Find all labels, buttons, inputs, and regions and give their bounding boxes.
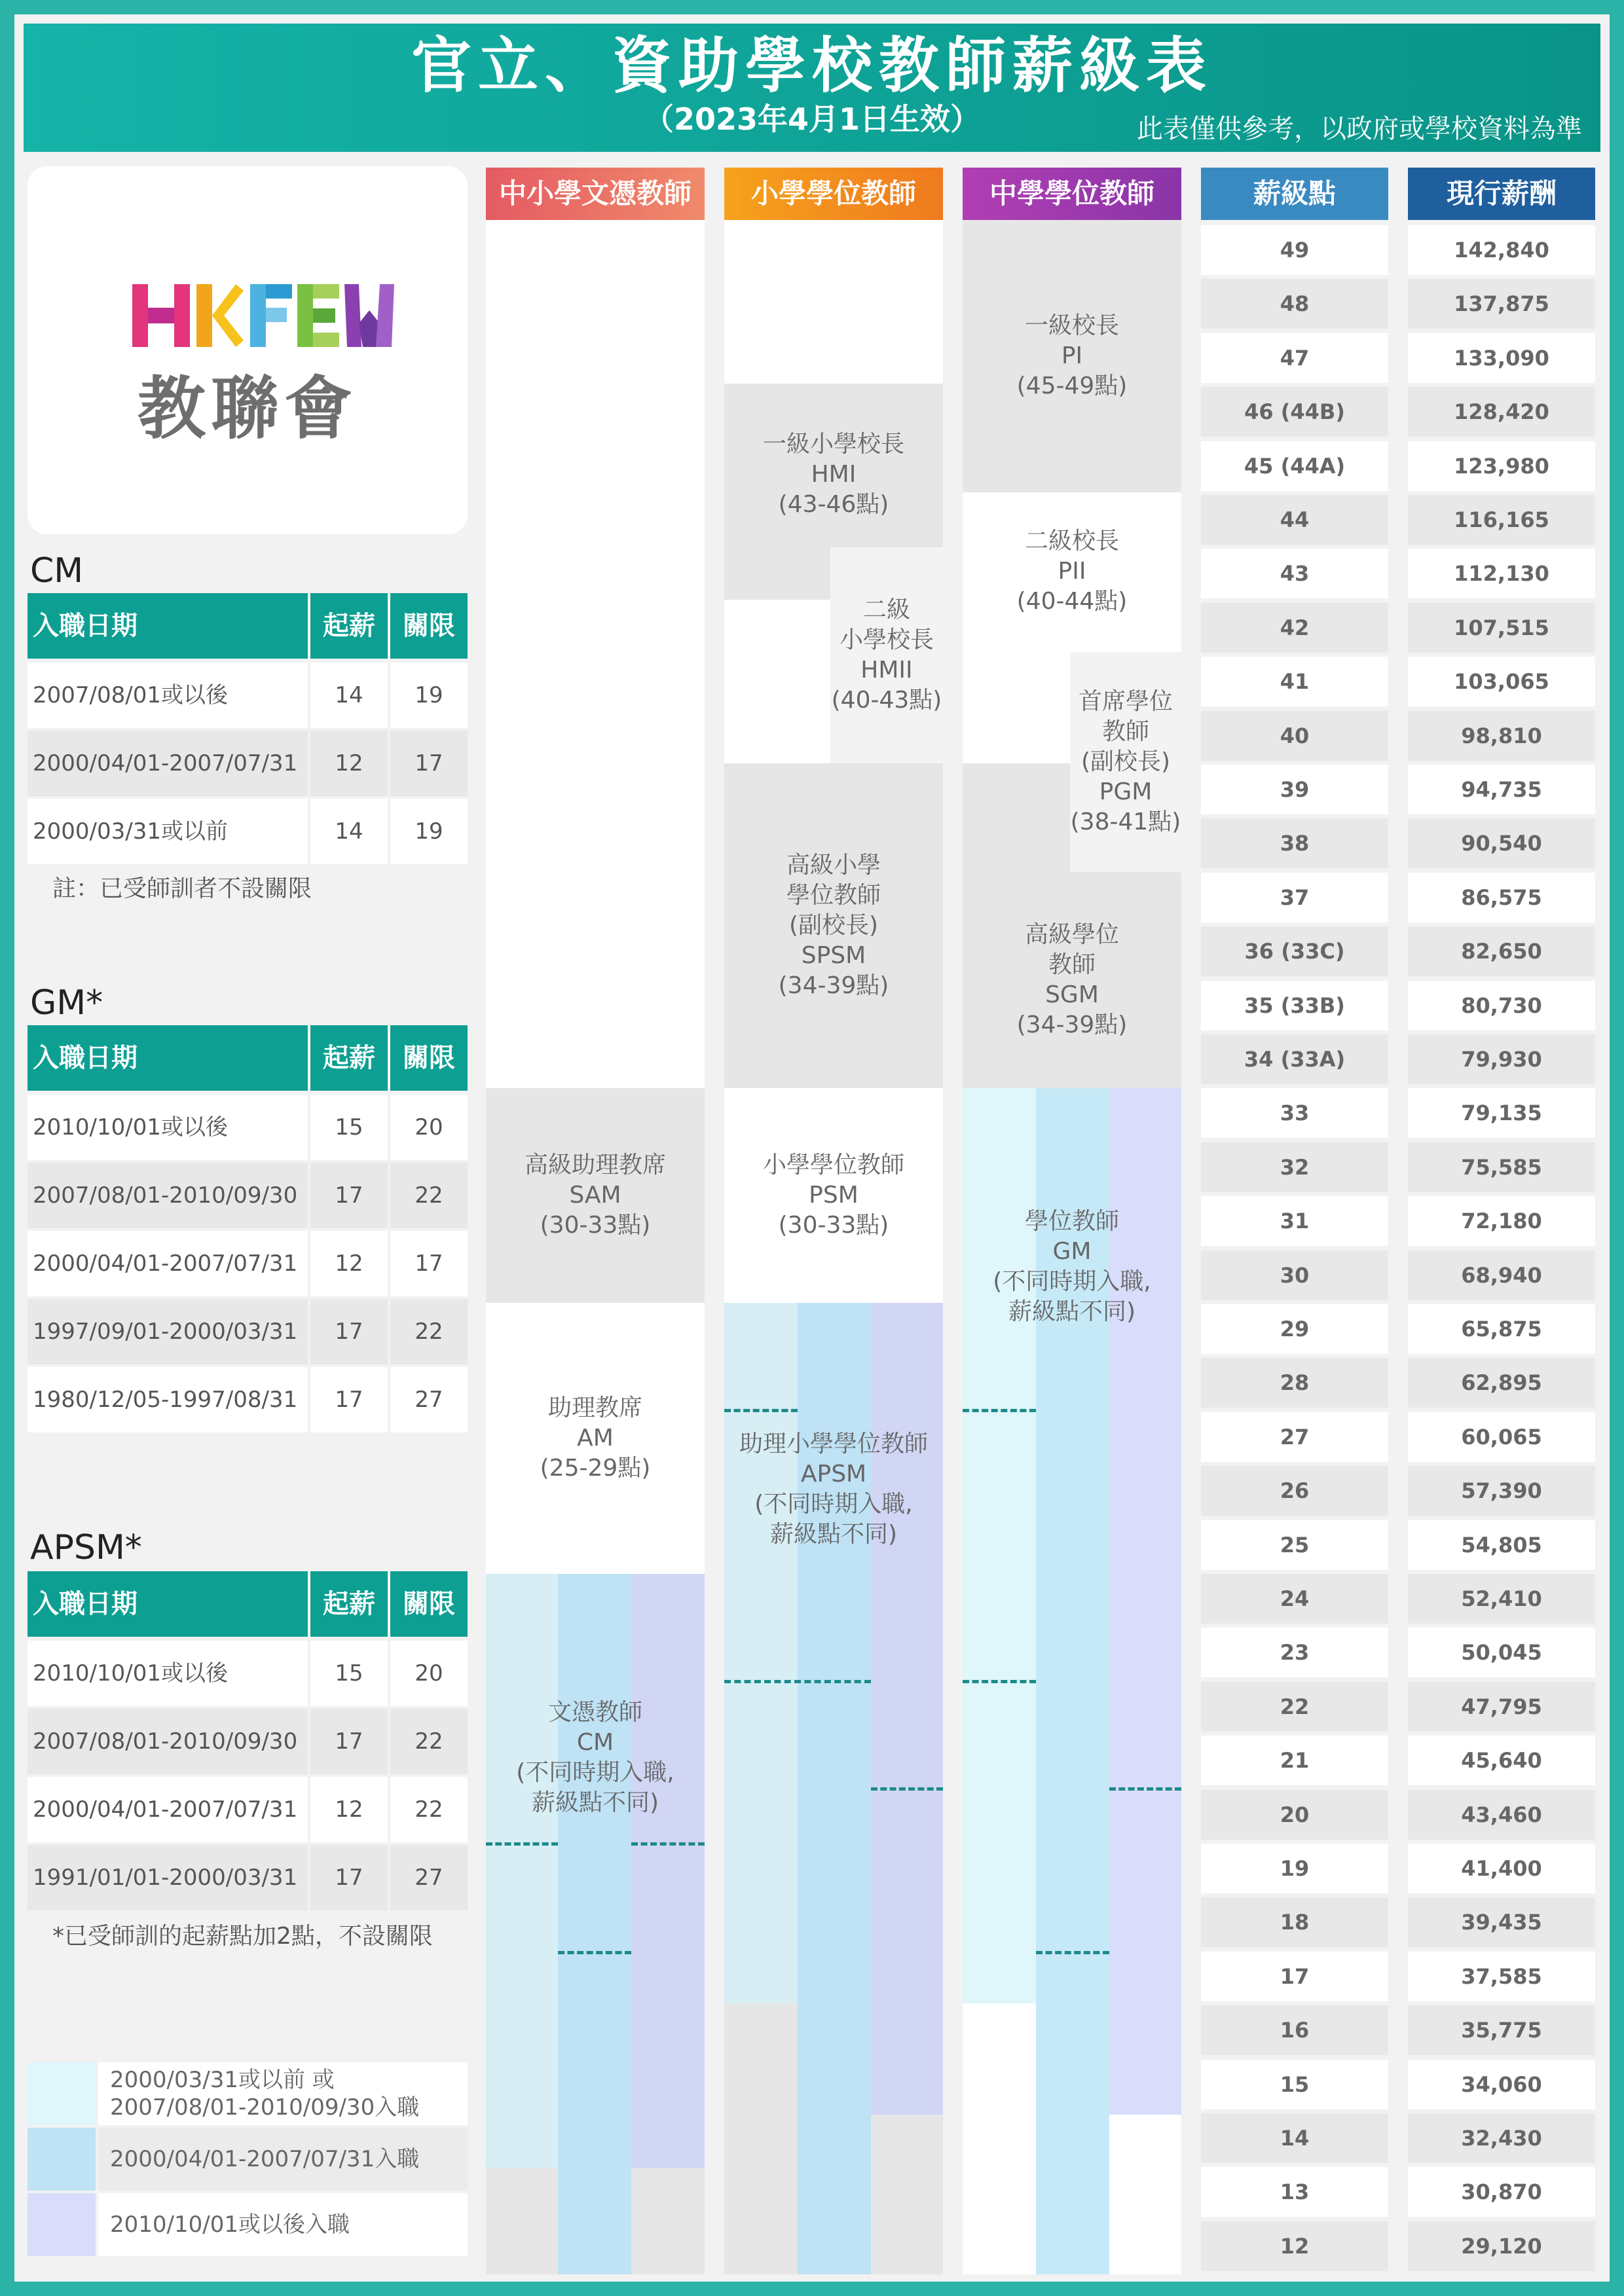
gm-mid-start-marker — [1036, 1951, 1109, 1954]
point-cell: 28 — [1201, 1358, 1388, 1408]
salary-cell: 39,435 — [1408, 1897, 1595, 1947]
gm-row-4-bar: 22 — [390, 1299, 468, 1364]
salary-cell: 79,930 — [1408, 1034, 1595, 1084]
cm-row-3-date: 2000/03/31或以前 — [28, 799, 308, 864]
point-cell: 43 — [1201, 549, 1388, 598]
gm-row-2-date: 2007/08/01-2010/09/30 — [28, 1163, 308, 1228]
salary-cell: 50,045 — [1408, 1628, 1595, 1677]
point-cell: 40 — [1201, 711, 1388, 761]
cm-band-late — [631, 1574, 705, 2168]
apsm-row-2-date: 2007/08/01-2010/09/30 — [28, 1709, 308, 1774]
salary-cell: 90,540 — [1408, 818, 1595, 868]
legend-swatch-mid — [28, 2128, 96, 2191]
apsm-row-3-start: 12 — [310, 1777, 388, 1842]
gm-row-3-bar: 17 — [390, 1231, 468, 1296]
cm-band-late-end — [631, 2168, 705, 2274]
psm-gap-box — [724, 600, 830, 763]
point-cell: 36 (33C) — [1201, 926, 1388, 976]
pii-rank-label: 二級校長 PII (40-44點) — [1016, 528, 1128, 615]
sgm-top-fill — [963, 763, 1070, 872]
point-cell: 14 — [1201, 2113, 1388, 2163]
apsm-band-early — [724, 1303, 798, 2003]
point-cell: 30 — [1201, 1250, 1388, 1300]
gm-row-4-start: 17 — [310, 1299, 388, 1364]
point-cell: 32 — [1201, 1142, 1388, 1192]
point-cell: 27 — [1201, 1412, 1388, 1462]
point-cell: 34 (33A) — [1201, 1034, 1388, 1084]
hmii-rank-box — [830, 547, 943, 763]
gm-row-2-start: 17 — [310, 1163, 388, 1228]
point-cell: 41 — [1201, 657, 1388, 706]
salary-column-header: 現行薪酬 — [1408, 168, 1595, 220]
am-rank-label: 助理教席 AM (25-29點) — [540, 1394, 651, 1482]
point-cell: 33 — [1201, 1088, 1388, 1138]
cm-mid-start-marker — [558, 1951, 631, 1954]
point-column-header: 薪級點 — [1201, 168, 1388, 220]
point-cell: 45 (44A) — [1201, 441, 1388, 491]
salary-cell: 57,390 — [1408, 1466, 1595, 1516]
salary-cell: 116,165 — [1408, 495, 1595, 545]
cm-band-early-end — [486, 2168, 558, 2274]
salary-cell: 35,775 — [1408, 2005, 1595, 2055]
gm-row-5-bar: 27 — [390, 1367, 468, 1432]
spsm-rank-box — [724, 763, 943, 1088]
spsm-rank-label: 高級小學 學位教師 (副校長) SPSM (34-39點) — [778, 852, 889, 999]
apsm-note: *已受師訓的起薪點加2點，不設關限 — [52, 1923, 433, 1950]
cm-row-1-bar: 19 — [390, 663, 468, 728]
point-cell: 24 — [1201, 1574, 1388, 1624]
salary-cell: 82,650 — [1408, 926, 1595, 976]
salary-cell: 103,065 — [1408, 657, 1595, 706]
apsm-header-date: 入職日期 — [28, 1571, 308, 1637]
pgm-rank-box — [1070, 652, 1181, 872]
point-cell: 39 — [1201, 765, 1388, 814]
salary-cell: 94,735 — [1408, 765, 1595, 814]
apsm-rank-box — [724, 1421, 943, 1558]
salary-cell: 34,060 — [1408, 2060, 1595, 2109]
gm-rank-box — [963, 1198, 1181, 1336]
gm-rank-label: 學位教師 GM (不同時期入職, 薪級點不同) — [993, 1208, 1151, 1325]
salary-cell: 142,840 — [1408, 225, 1595, 275]
cm-column-header: 中小學文憑教師 — [486, 168, 705, 220]
salary-cell: 80,730 — [1408, 981, 1595, 1030]
page-title: 官立、資助學校教師薪級表 — [411, 31, 1213, 101]
apsm-row-2-start: 17 — [310, 1709, 388, 1774]
salary-cell: 62,895 — [1408, 1358, 1595, 1408]
cm-header-start: 起薪 — [310, 593, 388, 659]
legend-swatch-late — [28, 2193, 96, 2256]
salary-cell: 54,805 — [1408, 1520, 1595, 1570]
salary-cell: 86,575 — [1408, 873, 1595, 922]
point-cell: 21 — [1201, 1736, 1388, 1785]
apsm-row-1-date: 2010/10/01或以後 — [28, 1641, 308, 1706]
psm-column-top-empty — [724, 220, 943, 384]
salary-cell: 37,585 — [1408, 1952, 1595, 2001]
apsm-header-bar: 關限 — [390, 1571, 468, 1637]
point-cell: 35 (33B) — [1201, 981, 1388, 1030]
salary-cell: 133,090 — [1408, 333, 1595, 383]
legend-label-early: 2000/03/31或以前 或 2007/08/01-2010/09/30入職 — [98, 2062, 468, 2125]
point-cell: 47 — [1201, 333, 1388, 383]
salary-cell: 98,810 — [1408, 711, 1595, 761]
gm-row-5-date: 1980/12/05-1997/08/31 — [28, 1367, 308, 1432]
legend-label-mid: 2000/04/01-2007/07/31入職 — [98, 2128, 468, 2191]
psm-rank-label: 小學學位教師 PSM (30-33點) — [762, 1152, 904, 1239]
point-cell: 49 — [1201, 225, 1388, 275]
gm-header-date: 入職日期 — [28, 1025, 308, 1091]
pi-rank-label: 一級校長 PI (45-49點) — [1016, 312, 1128, 399]
gm-row-1-start: 15 — [310, 1095, 388, 1160]
gm-header-start: 起薪 — [310, 1025, 388, 1091]
point-cell: 20 — [1201, 1790, 1388, 1840]
gm-row-4-date: 1997/09/01-2000/03/31 — [28, 1299, 308, 1364]
logo-card — [28, 166, 468, 534]
cm-row-2-bar: 17 — [390, 731, 468, 796]
psm-column-header: 小學學位教師 — [724, 168, 943, 220]
apsm-row-3-date: 2000/04/01-2007/07/31 — [28, 1777, 308, 1842]
apsm-early-bar-marker — [724, 1409, 798, 1412]
sam-rank-box — [486, 1088, 705, 1303]
gm-header-bar: 關限 — [390, 1025, 468, 1091]
disclaimer-text: 此表僅供參考，以政府或學校資料為準 — [1137, 114, 1582, 144]
point-cell: 29 — [1201, 1304, 1388, 1354]
cm-note: 註：已受師訓者不設關限 — [52, 875, 312, 902]
salary-cell: 43,460 — [1408, 1790, 1595, 1840]
point-cell: 17 — [1201, 1952, 1388, 2001]
apsm-row-4-bar: 27 — [390, 1845, 468, 1910]
apsm-row-3-bar: 22 — [390, 1777, 468, 1842]
apsm-rank-label: 助理小學學位教師 APSM (不同時期入職, 薪級點不同) — [739, 1430, 928, 1548]
salary-cell: 30,870 — [1408, 2167, 1595, 2217]
gm-row-2-bar: 22 — [390, 1163, 468, 1228]
legend-swatch-early — [28, 2062, 96, 2125]
salary-cell: 68,940 — [1408, 1250, 1595, 1300]
pgm-rank-label: 首席學位 教師 (副校長) PGM (38-41點) — [1070, 688, 1181, 835]
point-cell: 38 — [1201, 818, 1388, 868]
gm-row-5-start: 17 — [310, 1367, 388, 1432]
apsm-start-marker — [724, 1680, 871, 1683]
salary-cell: 47,795 — [1408, 1682, 1595, 1732]
cm-band-mid — [558, 1574, 631, 2274]
gm-late-start-marker — [1109, 1787, 1181, 1791]
sam-rank-label: 高級助理教席 SAM (30-33點) — [524, 1152, 666, 1239]
point-cell: 19 — [1201, 1844, 1388, 1893]
apsm-row-1-bar: 20 — [390, 1641, 468, 1706]
point-cell: 26 — [1201, 1466, 1388, 1516]
cm-row-3-bar: 19 — [390, 799, 468, 864]
apsm-band-late-end — [871, 2115, 943, 2274]
point-cell: 46 (44B) — [1201, 387, 1388, 437]
salary-cell: 112,130 — [1408, 549, 1595, 598]
point-cell: 22 — [1201, 1682, 1388, 1732]
cm-late-start-marker — [631, 1842, 705, 1846]
gm-band-late-end — [1109, 2115, 1181, 2274]
sgm-rank-box — [963, 872, 1181, 1088]
apsm-section-title: APSM* — [30, 1528, 142, 1567]
apsm-band-early-end — [724, 2003, 798, 2274]
point-cell: 16 — [1201, 2005, 1388, 2055]
sgm-rank-label: 高級學位 教師 SGM (34-39點) — [1016, 921, 1128, 1038]
salary-cell: 60,065 — [1408, 1412, 1595, 1462]
point-cell: 18 — [1201, 1897, 1388, 1947]
salary-cell: 65,875 — [1408, 1304, 1595, 1354]
page-subtitle: （2023年4月1日生效） — [643, 101, 981, 137]
salary-cell: 107,515 — [1408, 603, 1595, 653]
salary-cell: 72,180 — [1408, 1196, 1595, 1246]
cm-band-early — [486, 1574, 558, 2168]
gm-band-early-end — [963, 2003, 1036, 2274]
point-cell: 42 — [1201, 603, 1388, 653]
gm-row-3-date: 2000/04/01-2007/07/31 — [28, 1231, 308, 1296]
salary-cell: 29,120 — [1408, 2221, 1595, 2271]
point-cell: 37 — [1201, 873, 1388, 922]
apsm-row-2-bar: 22 — [390, 1709, 468, 1774]
salary-cell: 75,585 — [1408, 1142, 1595, 1192]
cm-rank-box — [486, 1689, 705, 1827]
cm-row-1-date: 2007/08/01或以後 — [28, 663, 308, 728]
apsm-row-4-start: 17 — [310, 1845, 388, 1910]
cm-row-2-start: 12 — [310, 731, 388, 796]
cm-header-bar: 關限 — [390, 593, 468, 659]
gm-row-3-start: 12 — [310, 1231, 388, 1296]
point-cell: 25 — [1201, 1520, 1388, 1570]
logo-name: 教聯會 — [137, 369, 358, 448]
salary-cell: 52,410 — [1408, 1574, 1595, 1624]
point-cell: 15 — [1201, 2060, 1388, 2109]
point-cell: 44 — [1201, 495, 1388, 545]
cm-rank-label: 文憑教師 CM (不同時期入職, 薪級點不同) — [516, 1699, 674, 1816]
gm-early-start-marker — [963, 1680, 1036, 1683]
salary-cell: 79,135 — [1408, 1088, 1595, 1138]
psm-rank-box — [724, 1088, 943, 1303]
cm-early-start-marker — [486, 1842, 558, 1846]
apsm-header-start: 起薪 — [310, 1571, 388, 1637]
point-cell: 12 — [1201, 2221, 1388, 2271]
salary-cell: 32,430 — [1408, 2113, 1595, 2163]
cm-row-3-start: 14 — [310, 799, 388, 864]
apsm-late-start-marker — [871, 1787, 943, 1791]
salary-cell: 137,875 — [1408, 279, 1595, 329]
apsm-row-1-start: 15 — [310, 1641, 388, 1706]
salary-cell: 128,420 — [1408, 387, 1595, 437]
legend-label-late: 2010/10/01或以後入職 — [98, 2193, 468, 2256]
apsm-row-4-date: 1991/01/01-2000/03/31 — [28, 1845, 308, 1910]
point-cell: 48 — [1201, 279, 1388, 329]
gm-section-title: GM* — [30, 983, 103, 1023]
cm-column-empty — [486, 220, 705, 1088]
gm-column-header: 中學學位教師 — [963, 168, 1181, 220]
cm-header-date: 入職日期 — [28, 593, 308, 659]
gm-row-1-bar: 20 — [390, 1095, 468, 1160]
point-cell: 23 — [1201, 1628, 1388, 1677]
cm-row-2-date: 2000/04/01-2007/07/31 — [28, 731, 308, 796]
cm-row-1-start: 14 — [310, 663, 388, 728]
gm-early-bar-marker — [963, 1409, 1036, 1412]
salary-cell: 41,400 — [1408, 1844, 1595, 1893]
hmii-rank-label: 二級 小學校長 HMII (40-43點) — [831, 596, 942, 714]
salary-cell: 123,980 — [1408, 441, 1595, 491]
gm-row-1-date: 2010/10/01或以後 — [28, 1095, 308, 1160]
am-rank-box — [486, 1303, 705, 1574]
salary-cell: 45,640 — [1408, 1736, 1595, 1785]
cm-section-title: CM — [30, 551, 84, 591]
pi-rank-box — [963, 220, 1181, 492]
point-cell: 31 — [1201, 1196, 1388, 1246]
hmi-rank-label: 一級小學校長 HMI (43-46點) — [762, 431, 904, 518]
point-cell: 13 — [1201, 2167, 1388, 2217]
